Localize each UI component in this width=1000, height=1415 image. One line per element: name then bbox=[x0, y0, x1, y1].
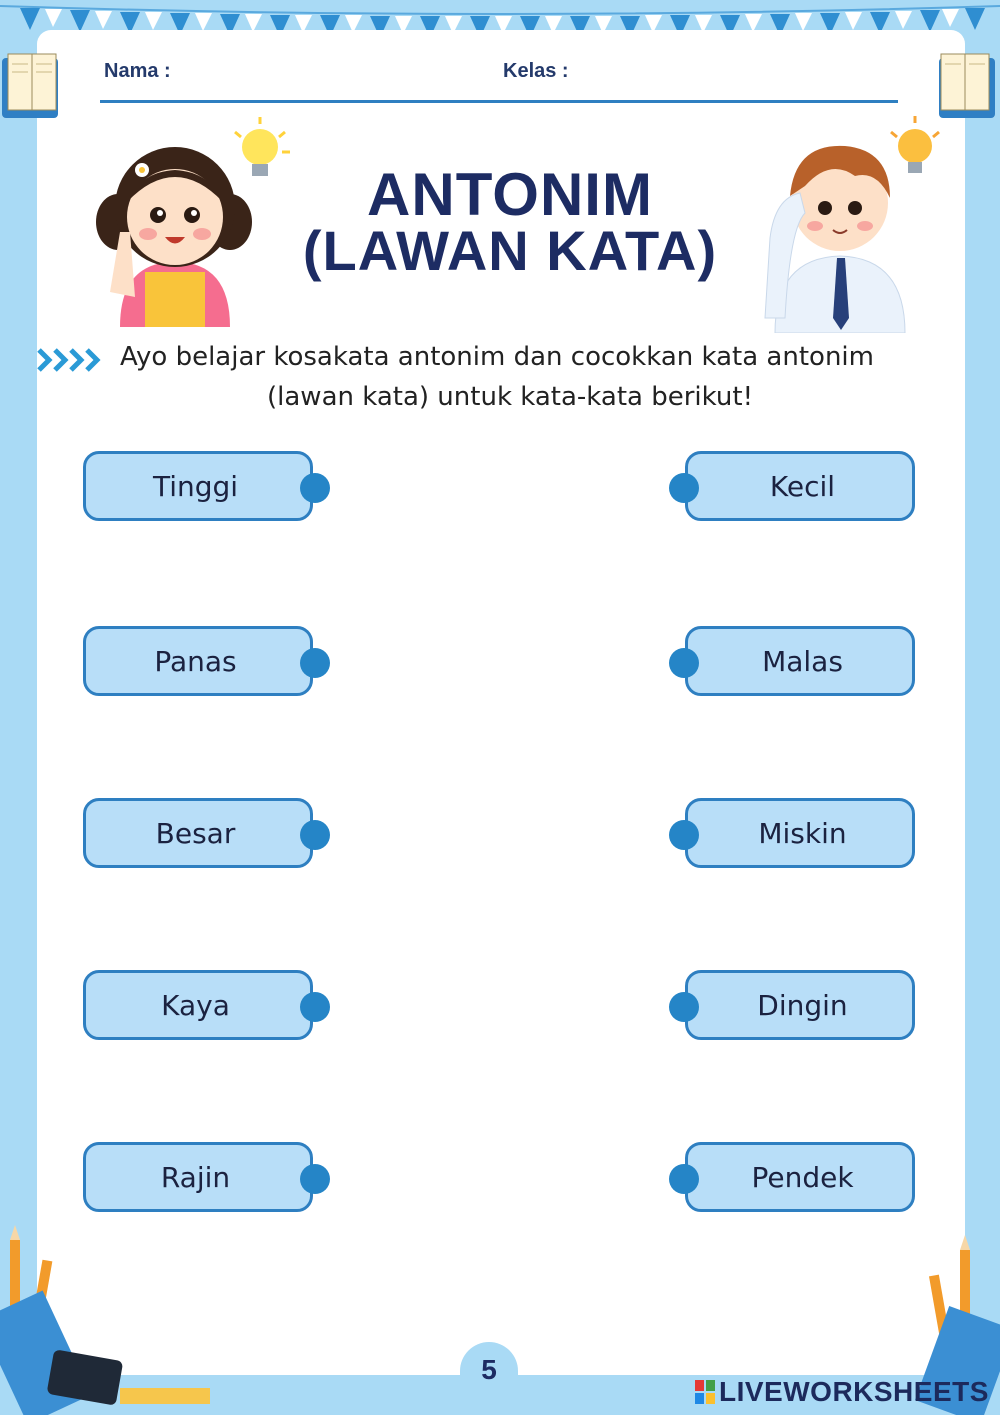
connector-dot[interactable] bbox=[669, 1164, 699, 1194]
word-label: Panas bbox=[154, 644, 237, 678]
class-label: Kelas : bbox=[503, 60, 569, 82]
word-label: Besar bbox=[155, 816, 236, 850]
connector-dot[interactable] bbox=[300, 648, 330, 678]
chevron-right-icon bbox=[35, 345, 113, 375]
word-label: Pendek bbox=[751, 1160, 854, 1194]
book-icon bbox=[0, 50, 62, 125]
word-label: Miskin bbox=[758, 816, 847, 850]
name-label: Nama : bbox=[104, 60, 171, 82]
left-word-card[interactable] bbox=[83, 970, 313, 1040]
word-label: Tinggi bbox=[152, 469, 239, 503]
left-word-card[interactable] bbox=[83, 798, 313, 868]
connector-dot[interactable] bbox=[669, 648, 699, 678]
connector-dot[interactable] bbox=[300, 820, 330, 850]
left-word-card[interactable] bbox=[83, 626, 313, 696]
brand-watermark: LIVEWORKSHEETS bbox=[719, 1376, 989, 1407]
right-word-card[interactable] bbox=[685, 798, 915, 868]
right-word-card[interactable] bbox=[685, 626, 915, 696]
connector-dot[interactable] bbox=[300, 992, 330, 1022]
connector-dot[interactable] bbox=[300, 473, 330, 503]
header-divider bbox=[100, 100, 898, 103]
right-word-card[interactable] bbox=[685, 451, 915, 521]
liveworksheets-logo-icon bbox=[695, 1380, 715, 1404]
word-label: Malas bbox=[762, 644, 843, 678]
instruction-line-2: (lawan kata) untuk kata-kata berikut! bbox=[267, 382, 753, 412]
page-title: ANTONIM bbox=[367, 161, 653, 228]
page-subtitle: (LAWAN KATA) bbox=[302, 219, 718, 282]
word-label: Kaya bbox=[161, 988, 230, 1022]
left-word-card[interactable] bbox=[83, 1142, 313, 1212]
word-label: Rajin bbox=[160, 1160, 231, 1194]
connector-dot[interactable] bbox=[669, 820, 699, 850]
instruction-line-1: Ayo belajar kosakata antonim dan cocokkan kata antonim bbox=[120, 342, 874, 372]
boy-illustration bbox=[745, 108, 955, 333]
connector-dot[interactable] bbox=[669, 992, 699, 1022]
word-label: Dingin bbox=[757, 988, 848, 1022]
right-word-card[interactable] bbox=[685, 970, 915, 1040]
right-word-card[interactable] bbox=[685, 1142, 915, 1212]
word-label: Kecil bbox=[769, 469, 836, 503]
connector-dot[interactable] bbox=[300, 1164, 330, 1194]
connector-dot[interactable] bbox=[669, 473, 699, 503]
page-number: 5 bbox=[460, 1342, 518, 1392]
pencil-icon bbox=[0, 1220, 215, 1415]
left-word-card[interactable] bbox=[83, 451, 313, 521]
lightbulb-icon bbox=[891, 116, 939, 173]
